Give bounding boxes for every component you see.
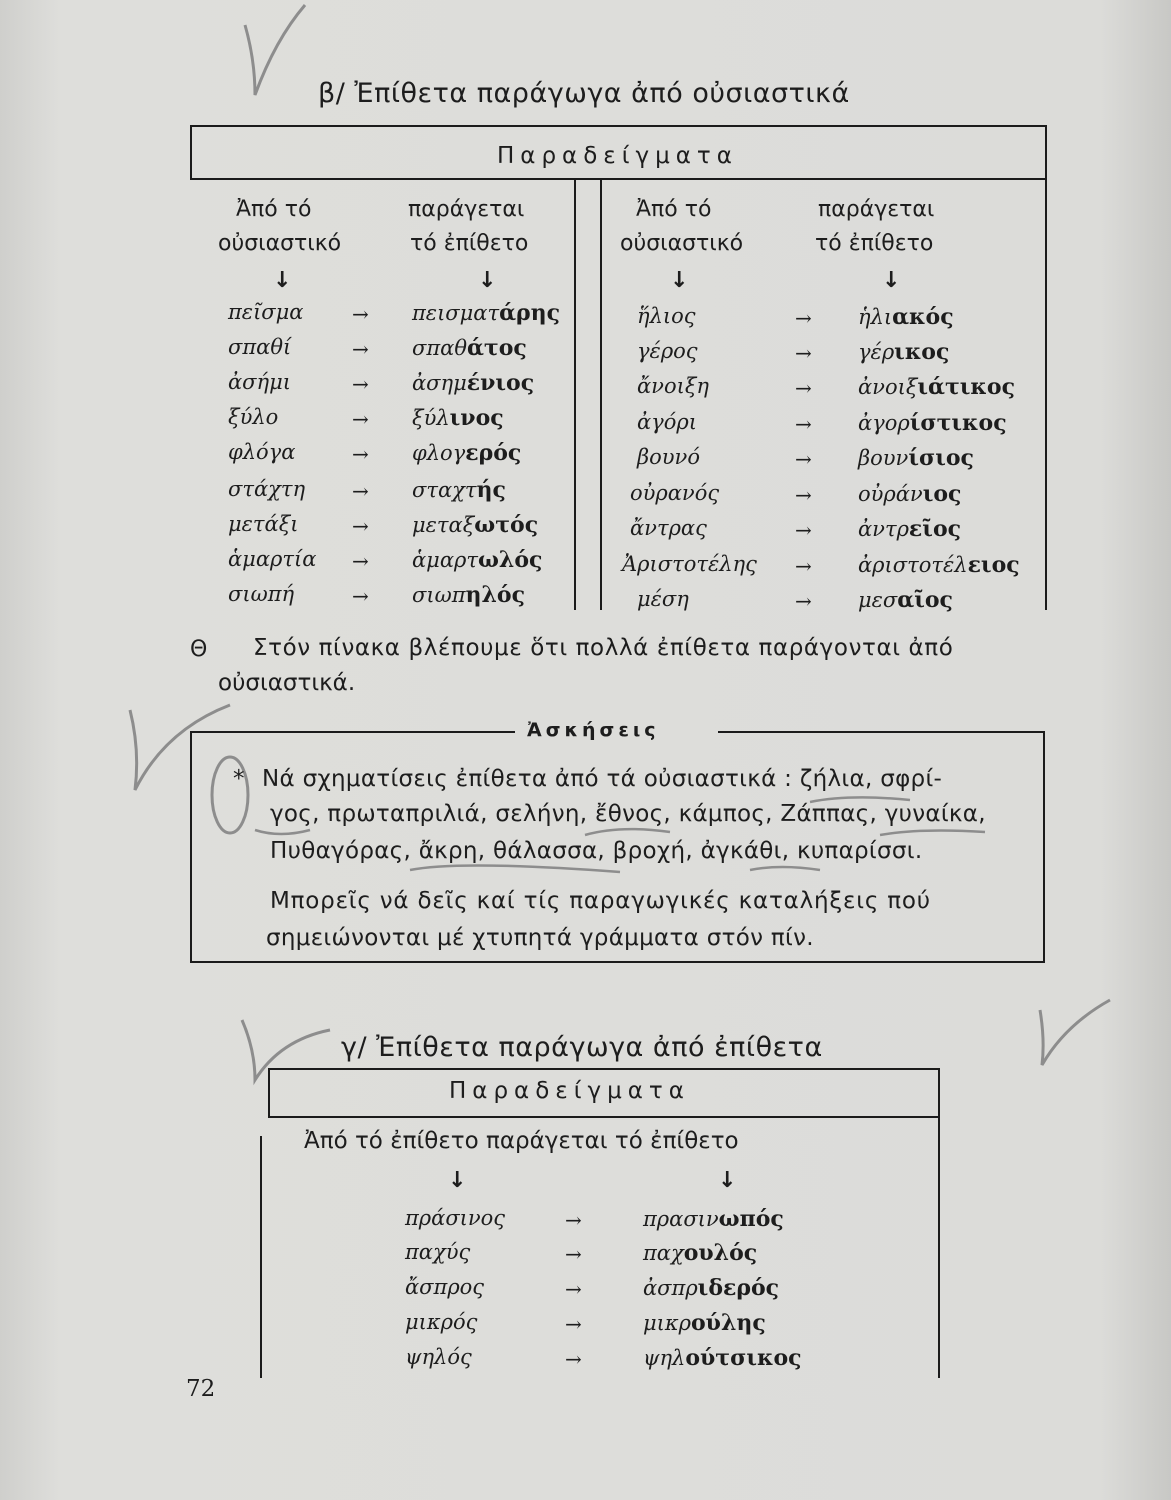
arrow: → <box>795 483 812 507</box>
page-number: 72 <box>186 1376 216 1402</box>
list-item: γέρος <box>637 339 698 363</box>
box1-left-border <box>190 125 192 178</box>
box2-title-divider <box>268 1116 940 1118</box>
list-item: βουνό <box>637 445 700 469</box>
list-item: ἥλιος <box>637 304 696 328</box>
exercise-box-left <box>190 731 192 963</box>
arrow: → <box>795 341 812 365</box>
arrow: → <box>795 447 812 471</box>
list-item: οὐρανός <box>630 481 720 505</box>
list-item: φλογερός <box>412 440 522 466</box>
arrow: → <box>352 549 369 573</box>
list-item: σιωπή <box>228 582 295 606</box>
arrow: → <box>352 407 369 431</box>
left-down-arrow-2: ↓ <box>478 268 497 293</box>
list-item: παχουλός <box>643 1240 758 1266</box>
list-item: στάχτη <box>228 477 306 501</box>
right-header-noun: οὐσιαστικό <box>620 231 744 256</box>
arrow: → <box>795 589 812 613</box>
pencil-checkmark-right <box>1030 990 1120 1080</box>
box1-column-divider-b <box>600 178 602 610</box>
left-header-noun: οὐσιαστικό <box>218 231 342 256</box>
box1-column-divider-a <box>574 178 576 610</box>
arrow: → <box>565 1242 582 1266</box>
box2-down-arrow-2: ↓ <box>718 1168 737 1193</box>
right-header-derived: παράγεται <box>818 197 935 222</box>
arrow: → <box>565 1277 582 1301</box>
section-b-heading: β/ Ἐπίθετα παράγωγα ἀπό οὐσιαστικά <box>318 78 850 109</box>
arrow: → <box>565 1208 582 1232</box>
list-item: ψηλός <box>405 1345 472 1369</box>
list-item: πεῖσμα <box>228 300 304 324</box>
list-item: μικρός <box>405 1310 478 1334</box>
right-down-arrow-1: ↓ <box>670 268 689 293</box>
note-text-line1: Στόν πίνακα βλέπουμε ὅτι πολλά ἐπίθετα παράγονται ἀπό <box>253 635 954 661</box>
arrow: → <box>565 1312 582 1336</box>
exercise-line1: Νά σχηματίσεις ἐπίθετα ἀπό τά οὐσιαστικά : ζήλια, σφρί- <box>262 766 943 792</box>
arrow: → <box>565 1347 582 1371</box>
arrow: → <box>352 479 369 503</box>
box2-down-arrow-1: ↓ <box>448 1168 467 1193</box>
list-item: ἁμαρτωλός <box>412 547 543 573</box>
list-item: σταχτής <box>412 477 506 503</box>
arrow: → <box>795 518 812 542</box>
exercise-box-top-left <box>190 731 515 733</box>
list-item: μικρούλης <box>643 1310 766 1336</box>
list-item: Ἀριστοτέλης <box>622 552 757 576</box>
list-item: σπαθάτος <box>412 335 527 361</box>
box1-top-border <box>190 125 1046 127</box>
list-item: ἀγόρι <box>637 410 697 434</box>
arrow: → <box>352 372 369 396</box>
list-item: ἀγορίστικος <box>858 410 1007 436</box>
list-item: ἀριστοτέλειος <box>858 552 1020 578</box>
left-header-from: Ἀπό τό <box>236 197 312 222</box>
left-down-arrow-1: ↓ <box>273 268 292 293</box>
box2-left-border <box>268 1068 270 1116</box>
list-item: ἄντρας <box>630 516 707 540</box>
list-item: ψηλούτσικος <box>643 1345 802 1371</box>
list-item: ἄνοιξη <box>637 374 709 398</box>
list-item: παχύς <box>405 1240 471 1264</box>
arrow: → <box>352 442 369 466</box>
box1-title-divider <box>190 178 1046 180</box>
box1-right-border <box>1045 125 1047 610</box>
box1-title: Παραδείγματα <box>497 143 738 169</box>
list-item: σπαθί <box>228 335 292 359</box>
arrow: → <box>352 337 369 361</box>
pencil-checkmark-top <box>215 0 325 110</box>
list-item: ἁμαρτία <box>228 547 317 571</box>
arrow: → <box>795 554 812 578</box>
list-item: σιωπηλός <box>412 582 525 608</box>
list-item: μετάξι <box>228 512 299 536</box>
box2-inner-left-border <box>260 1136 262 1378</box>
list-item: πεισματάρης <box>412 300 561 326</box>
exercise-line2: γος, πρωταπριλιά, σελήνη, ἔθνος, κάμπος, Ζάππας, γυναίκα, <box>270 801 986 827</box>
exercise-line3: Πυθαγόρας, ἄκρη, θάλασσα, βροχή, ἀγκάθι, κυπαρίσσι. <box>270 838 923 864</box>
box2-column-header: Ἀπό τό ἐπίθετο παράγεται τό ἐπίθετο <box>304 1128 739 1154</box>
arrow: → <box>352 584 369 608</box>
box2-right-border <box>938 1068 940 1378</box>
arrow: → <box>352 302 369 326</box>
pencil-underlines <box>240 790 1020 890</box>
arrow: → <box>795 412 812 436</box>
arrow: → <box>795 376 812 400</box>
pencil-checkmark-mid <box>230 1010 340 1090</box>
list-item: μεταξωτός <box>412 512 539 538</box>
note-symbol: Θ <box>190 637 208 662</box>
arrow: → <box>795 306 812 330</box>
list-item: οὐράνιος <box>858 481 962 507</box>
list-item: βουνίσιος <box>858 445 974 471</box>
exercise-box-bottom <box>190 961 1045 963</box>
list-item: ἀσήμι <box>228 370 291 394</box>
right-down-arrow-2: ↓ <box>882 268 901 293</box>
box2-title: Παραδείγματα <box>449 1078 690 1104</box>
list-item: φλόγα <box>228 440 296 464</box>
box2-top-border <box>268 1068 940 1070</box>
list-item: ἀσημένιος <box>412 370 535 396</box>
list-item: ἀντρεῖος <box>858 516 962 542</box>
left-header-adjective: τό ἐπίθετο <box>410 231 529 256</box>
list-item: πράσινος <box>405 1206 506 1230</box>
list-item: ἀνοιξιάτικος <box>858 374 1015 400</box>
exercise-star: * <box>233 766 245 792</box>
section-c-heading: γ/ Ἐπίθετα παράγωγα ἀπό ἐπίθετα <box>341 1032 823 1063</box>
list-item: ξύλο <box>228 405 279 429</box>
list-item: μεσαῖος <box>858 587 953 613</box>
list-item: μέση <box>637 587 689 611</box>
left-header-derived: παράγεται <box>408 197 525 222</box>
list-item: πρασινωπός <box>643 1206 784 1232</box>
exercise-line5: σημειώνονται μέ χτυπητά γράμματα στόν πίν. <box>266 925 814 951</box>
exercise-title: Ἀσκήσεις <box>527 719 660 741</box>
list-item: ξύλινος <box>412 405 504 431</box>
right-header-from: Ἀπό τό <box>636 197 712 222</box>
exercise-box-right <box>1043 731 1045 963</box>
list-item: ἡλιακός <box>858 304 954 330</box>
list-item: ἄσπρος <box>405 1275 485 1299</box>
exercise-box-top-right <box>718 731 1045 733</box>
exercise-line4: Μπορεῖς νά δεῖς καί τίς παραγωγικές καταλήξεις πού <box>270 888 931 914</box>
list-item: γέρικος <box>858 339 950 365</box>
list-item: ἀσπριδερός <box>643 1275 780 1301</box>
note-text-line2: οὐσιαστικά. <box>218 670 356 696</box>
right-header-adjective: τό ἐπίθετο <box>815 231 934 256</box>
arrow: → <box>352 514 369 538</box>
